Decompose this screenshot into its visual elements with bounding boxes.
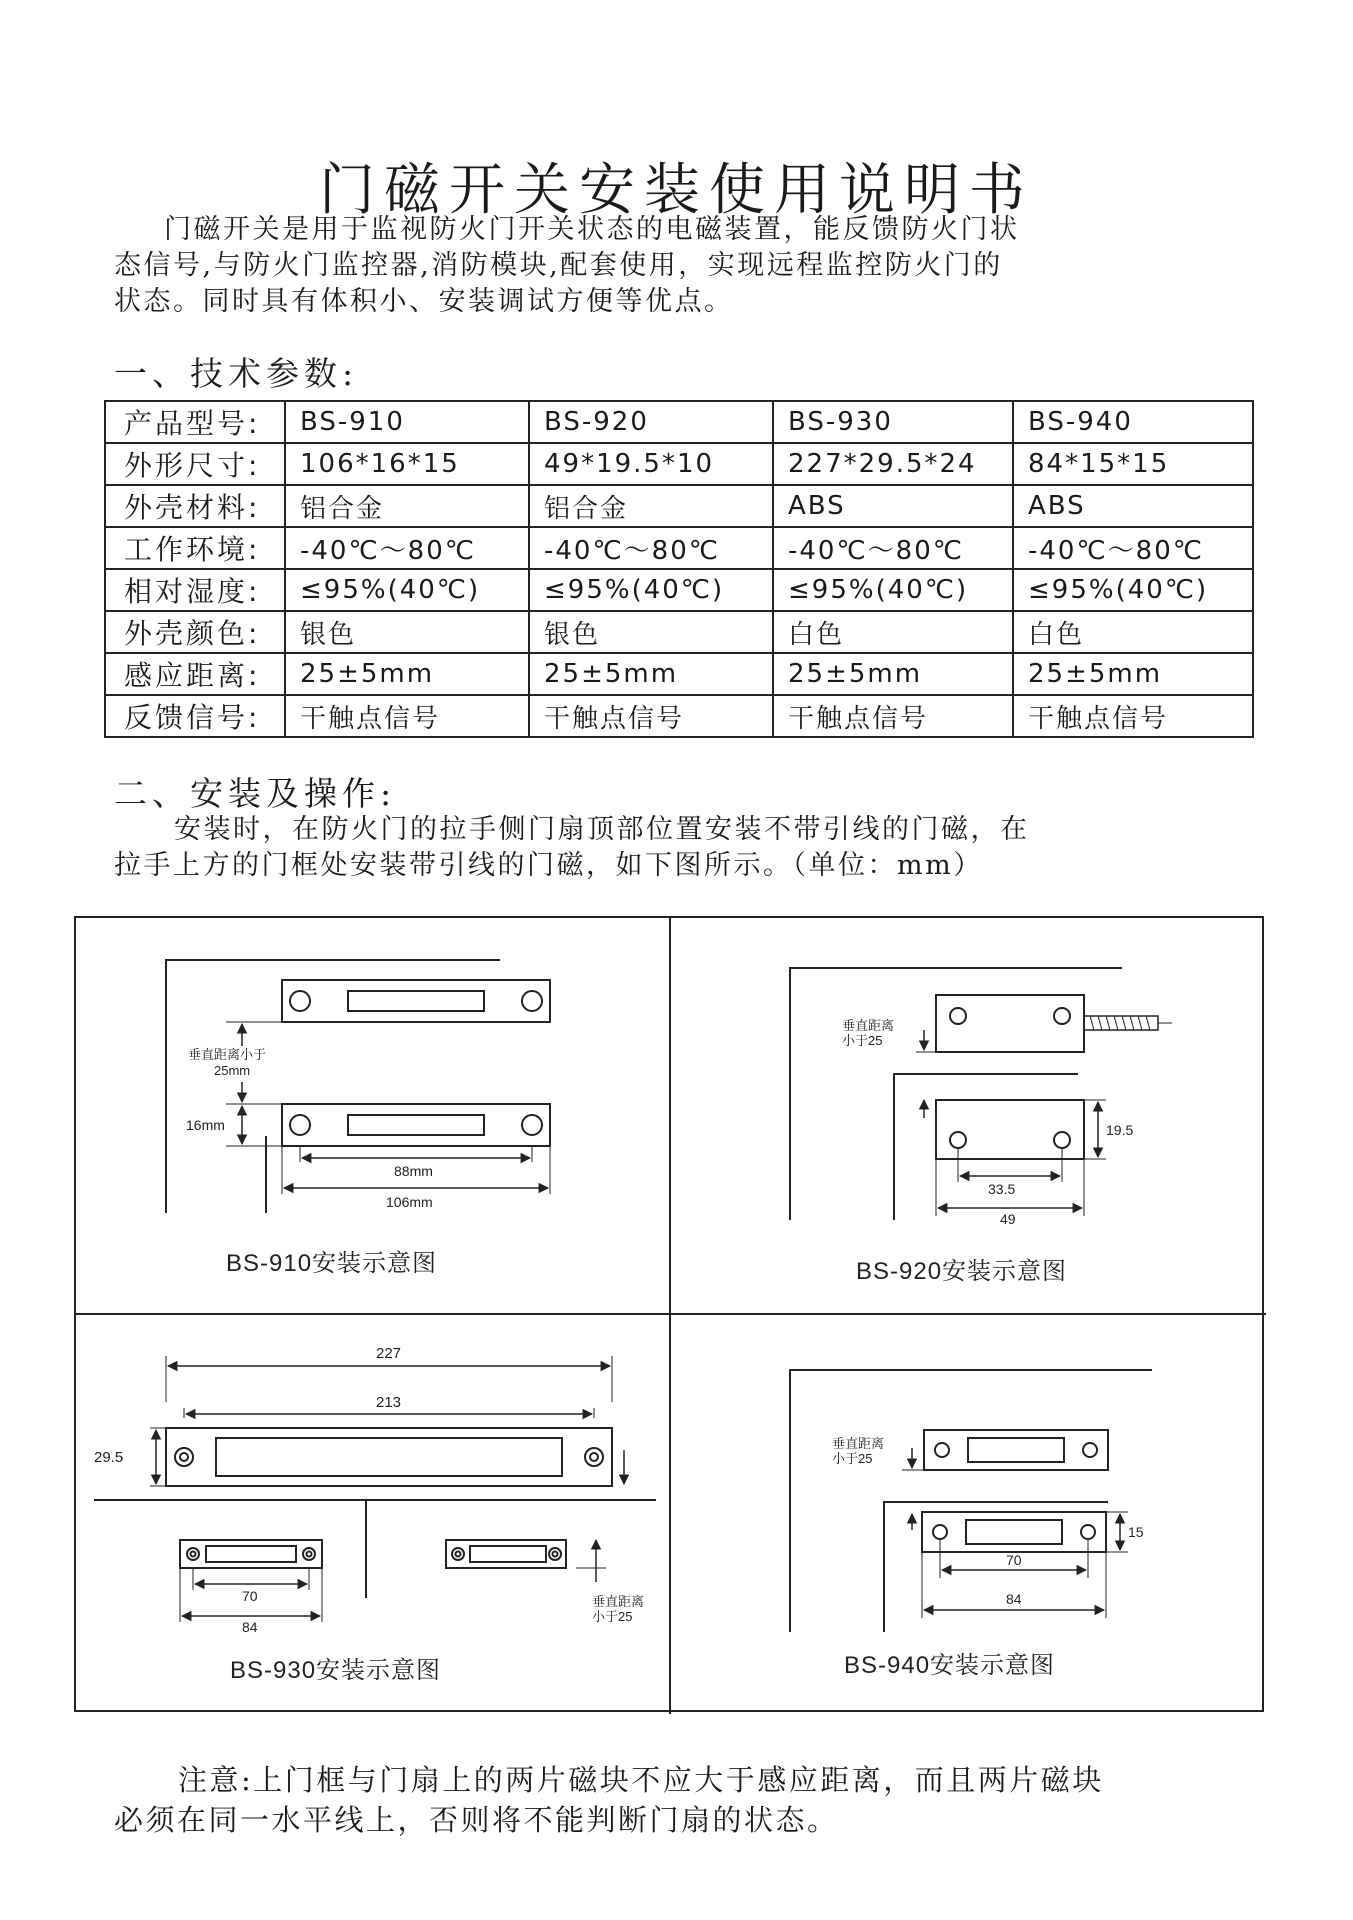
bs920-outer-label: 49 xyxy=(1000,1211,1016,1227)
bs930-small-slot-left xyxy=(206,1546,296,1562)
bs910-diagram xyxy=(166,960,550,1277)
spec-cell: 106*16*15 xyxy=(285,443,529,485)
spec-cell: ≤95%(40℃) xyxy=(285,569,529,611)
install-line-1: 安装时，在防火门的拉手侧门扇顶部位置安装不带引线的门磁，在 xyxy=(174,814,1030,845)
bs940-lower-slot xyxy=(966,1520,1062,1544)
spec-cell: BS-910 xyxy=(285,401,529,443)
spec-row xyxy=(105,695,1253,737)
bs940-upper-magnet xyxy=(924,1430,1108,1470)
section-heading-specs: 一、技术参数: xyxy=(114,354,359,393)
spec-cell: 银色 xyxy=(285,611,529,653)
intro-line-1: 门磁开关是用于监视防火门开关状态的电磁装置，能反馈防火门状 xyxy=(164,214,1020,245)
bs910-door-frame xyxy=(166,960,500,1213)
spec-row-label: 产品型号: xyxy=(105,401,285,443)
bs940-inner-label: 70 xyxy=(1006,1552,1022,1568)
spec-cell: 干触点信号 xyxy=(285,695,529,737)
bs940-upper-hole-right xyxy=(1083,1443,1097,1457)
bs920-diagram xyxy=(790,968,1172,1285)
bs920-inner-label: 33.5 xyxy=(988,1181,1016,1197)
spec-row-label: 外壳颜色: xyxy=(105,611,285,653)
bs930-upper-magnet xyxy=(166,1428,612,1486)
bs940-height-label: 15 xyxy=(1128,1524,1144,1540)
bs930-caption: BS-930安装示意图 xyxy=(230,1657,442,1684)
spec-row-label: 反馈信号: xyxy=(105,695,285,737)
spec-cell: 25±5mm xyxy=(773,653,1013,695)
spec-cell: -40℃～80℃ xyxy=(285,527,529,569)
intro-paragraph xyxy=(114,212,1114,320)
spec-row xyxy=(105,401,1253,443)
spec-row xyxy=(105,443,1253,485)
bs930-small-inner-label: 70 xyxy=(242,1588,258,1604)
bs940-caption: BS-940安装示意图 xyxy=(844,1652,1056,1679)
bs940-lower-magnet xyxy=(922,1512,1106,1552)
bs930-small-hole-1-inner xyxy=(191,1552,196,1557)
bs940-lower-hole-left xyxy=(933,1525,947,1539)
bs930-gap-label-2: 小于25 xyxy=(592,1609,633,1624)
bs930-small-hole-3-inner xyxy=(456,1552,461,1557)
intro-line-2: 态信号,与防火门监控器,消防模块,配套使用，实现远程监控防火门的 xyxy=(114,250,1003,281)
bs930-outer-label: 227 xyxy=(376,1345,402,1362)
spec-cell: 49*19.5*10 xyxy=(529,443,773,485)
bs910-lower-magnet xyxy=(282,1104,550,1146)
spec-cell: ≤95%(40℃) xyxy=(1013,569,1253,611)
install-diagram-svg xyxy=(76,918,1266,1714)
bs910-lower-hole-left xyxy=(290,1115,310,1135)
spec-cell: 84*15*15 xyxy=(1013,443,1253,485)
note-line-1: 注意:上门框与门扇上的两片磁块不应大于感应距离，而且两片磁块 xyxy=(178,1763,1104,1797)
bs930-small-slot-right xyxy=(470,1546,546,1562)
bs930-small-magnet-left xyxy=(180,1540,322,1568)
spec-cell: BS-940 xyxy=(1013,401,1253,443)
bs930-upper-hole-right-inner xyxy=(590,1453,598,1461)
spec-cell: 25±5mm xyxy=(529,653,773,695)
bs920-cable-hatch xyxy=(1090,1016,1150,1030)
bs930-upper-slot xyxy=(216,1438,562,1476)
bs940-lower-hole-right xyxy=(1081,1525,1095,1539)
spec-cell: -40℃～80℃ xyxy=(1013,527,1253,569)
spec-row-label: 外形尺寸: xyxy=(105,443,285,485)
bs910-inner-label: 88mm xyxy=(394,1163,433,1179)
spec-cell: 银色 xyxy=(529,611,773,653)
spec-cell: ABS xyxy=(773,485,1013,527)
spec-cell: 25±5mm xyxy=(285,653,529,695)
bs920-height-label: 19.5 xyxy=(1106,1122,1134,1138)
bs930-upper-hole-right xyxy=(585,1448,603,1466)
bs910-height-label: 16mm xyxy=(186,1117,225,1133)
bs930-small-hole-2-inner xyxy=(307,1552,312,1557)
spec-row xyxy=(105,611,1253,653)
spec-cell: ABS xyxy=(1013,485,1253,527)
spec-cell: 干触点信号 xyxy=(1013,695,1253,737)
spec-cell: -40℃～80℃ xyxy=(773,527,1013,569)
spec-row xyxy=(105,653,1253,695)
spec-cell: BS-920 xyxy=(529,401,773,443)
bs930-height-label: 29.5 xyxy=(94,1449,124,1466)
spec-row-label: 感应距离: xyxy=(105,653,285,695)
bs910-gap-label-2: 25mm xyxy=(214,1063,251,1078)
spec-cell: 干触点信号 xyxy=(773,695,1013,737)
bs930-gap-label-1: 垂直距离 xyxy=(592,1594,645,1609)
spec-row-label: 相对湿度: xyxy=(105,569,285,611)
bs930-upper-hole-left-inner xyxy=(180,1453,188,1461)
bs930-small-hole-1 xyxy=(187,1548,199,1560)
spec-cell: 227*29.5*24 xyxy=(773,443,1013,485)
bs930-small-hole-4-inner xyxy=(553,1552,558,1557)
bs940-door-leaf xyxy=(884,1502,1108,1632)
bs910-lower-slot xyxy=(348,1115,484,1135)
bs930-upper-hole-left xyxy=(175,1448,193,1466)
bs910-upper-hole-left xyxy=(290,991,310,1011)
spec-cell: -40℃～80℃ xyxy=(529,527,773,569)
bs920-gap-label-2: 小于25 xyxy=(842,1033,883,1048)
intro-line-3: 状态。同时具有体积小、安装调试方便等优点。 xyxy=(114,286,734,317)
bs910-upper-magnet xyxy=(282,980,550,1022)
bs940-outer-label: 84 xyxy=(1006,1591,1022,1607)
bs910-lower-hole-right xyxy=(522,1115,542,1135)
bs940-upper-slot xyxy=(968,1438,1064,1462)
spec-row xyxy=(105,569,1253,611)
bs920-lower-hole-left xyxy=(950,1132,966,1148)
spec-row-label: 外壳材料: xyxy=(105,485,285,527)
spec-row-label: 工作环境: xyxy=(105,527,285,569)
bs930-small-hole-3 xyxy=(452,1548,464,1560)
bs920-upper-hole-left xyxy=(950,1008,966,1024)
bs920-gap-label-1: 垂直距离 xyxy=(842,1018,895,1033)
bs930-small-hole-2 xyxy=(303,1548,315,1560)
spec-cell: 白色 xyxy=(1013,611,1253,653)
spec-cell: BS-930 xyxy=(773,401,1013,443)
bs940-diagram xyxy=(790,1370,1152,1679)
bs930-diagram xyxy=(94,1345,656,1684)
page-title: 门磁开关安装使用说明书 xyxy=(319,157,1034,223)
spec-cell: ≤95%(40℃) xyxy=(529,569,773,611)
spec-cell: ≤95%(40℃) xyxy=(773,569,1013,611)
bs940-gap-label-2: 小于25 xyxy=(832,1451,873,1466)
bs920-door-frame xyxy=(790,968,1122,1220)
bs910-caption: BS-910安装示意图 xyxy=(226,1250,438,1277)
note-paragraph xyxy=(114,1760,1244,1840)
note-line-2: 必须在同一水平线上，否则将不能判断门扇的状态。 xyxy=(114,1803,839,1837)
bs930-inner-label: 213 xyxy=(376,1394,402,1411)
install-line-2: 拉手上方的门框处安装带引线的门磁，如下图所示。（单位：mm） xyxy=(114,850,983,881)
bs940-upper-hole-left xyxy=(935,1443,949,1457)
bs930-small-hole-4 xyxy=(549,1548,561,1560)
spec-row xyxy=(105,527,1253,569)
spec-table xyxy=(104,400,1254,738)
spec-cell: 白色 xyxy=(773,611,1013,653)
spec-cell: 干触点信号 xyxy=(529,695,773,737)
bs920-door-leaf xyxy=(894,1074,1078,1220)
bs910-upper-hole-right xyxy=(522,991,542,1011)
section-heading-install: 二、安装及操作: xyxy=(114,774,397,813)
bs920-caption: BS-920安装示意图 xyxy=(856,1258,1068,1285)
install-paragraph xyxy=(114,812,1114,884)
bs920-lower-hole-right xyxy=(1054,1132,1070,1148)
install-diagram-panel xyxy=(74,916,1264,1712)
spec-cell: 25±5mm xyxy=(1013,653,1253,695)
spec-cell: 铝合金 xyxy=(285,485,529,527)
bs910-gap-label-1: 垂直距离小于 xyxy=(188,1047,267,1062)
spec-row xyxy=(105,485,1253,527)
spec-cell: 铝合金 xyxy=(529,485,773,527)
bs920-upper-hole-right xyxy=(1054,1008,1070,1024)
bs940-gap-label-1: 垂直距离 xyxy=(832,1436,885,1451)
bs910-upper-slot xyxy=(348,991,484,1011)
spec-table-body xyxy=(105,401,1253,737)
bs910-outer-label: 106mm xyxy=(386,1194,433,1210)
bs930-small-outer-label: 84 xyxy=(242,1619,258,1635)
